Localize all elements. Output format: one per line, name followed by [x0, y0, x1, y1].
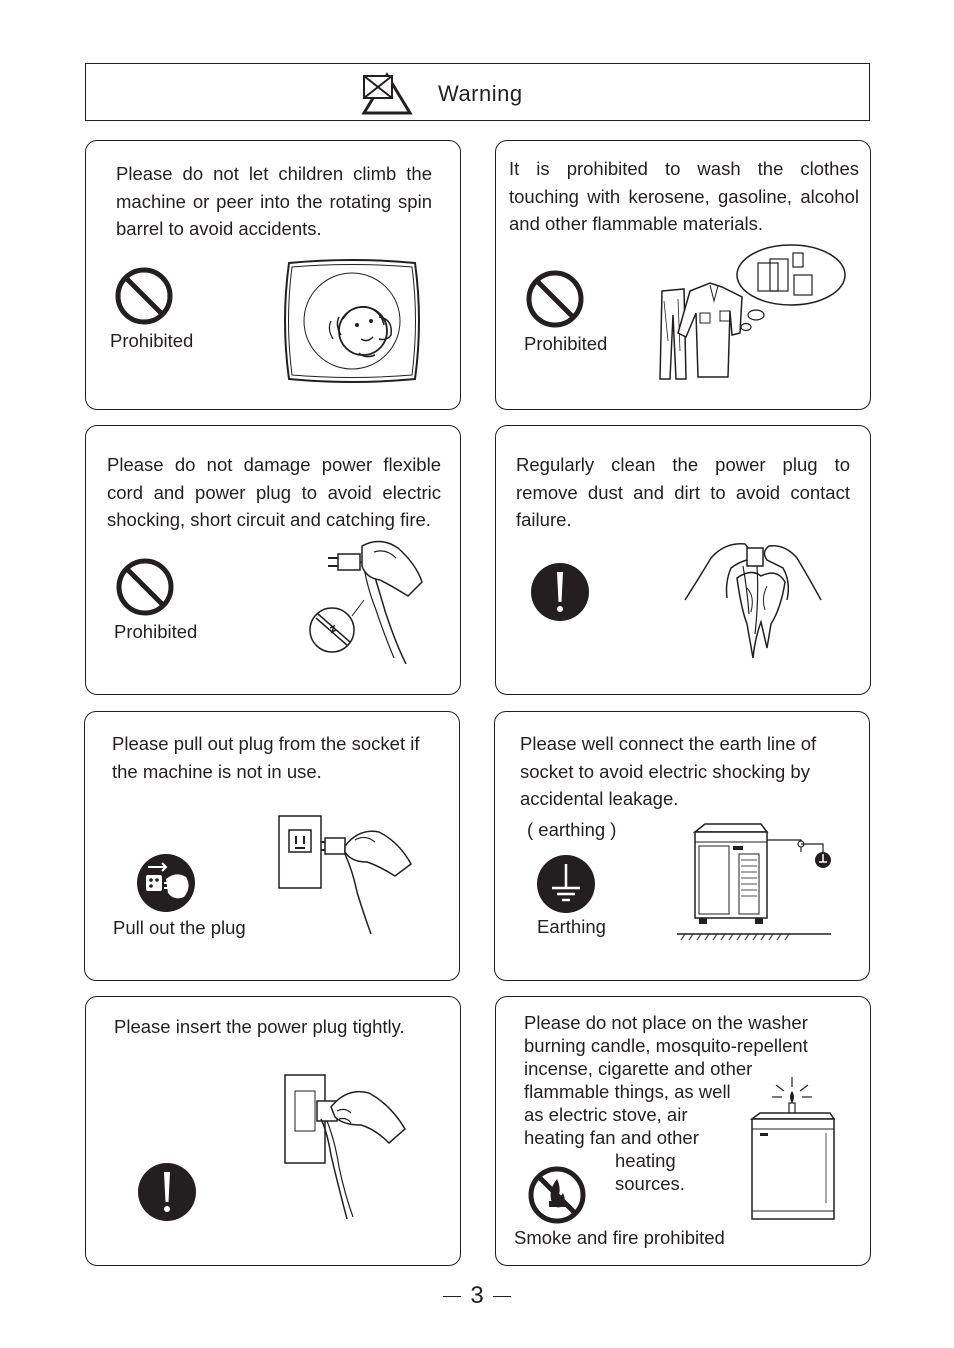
- warning-card-pull-plug: [84, 711, 460, 981]
- pull-plug-icon: [136, 853, 196, 913]
- card-text: Please well connect the earth line of socket to avoid electric shocking by accidental leakage.: [520, 733, 817, 809]
- exclamation-icon: [137, 1162, 197, 1222]
- prohibited-icon: [525, 269, 585, 329]
- washer-candle-illustration: [746, 1073, 838, 1223]
- insert-plug-illustration: [281, 1071, 411, 1221]
- card-text: Please insert the power plug tightly.: [114, 1016, 405, 1037]
- card-label: Prohibited: [114, 621, 198, 642]
- text-line: flammable things, as well: [524, 1081, 731, 1102]
- dash-left: [443, 1296, 461, 1297]
- card-label: Earthing: [537, 916, 606, 937]
- card-text: Please pull out plug from the socket if the machine is not in use.: [112, 733, 420, 782]
- earthing-icon: [536, 854, 596, 914]
- page-title: Warning: [438, 81, 523, 106]
- exclamation-icon: [530, 562, 590, 622]
- card-label: Pull out the plug: [113, 917, 246, 938]
- page-number-value: 3: [470, 1282, 484, 1309]
- washer-drum-child-illustration: [281, 259, 423, 383]
- page-number: [0, 1282, 954, 1310]
- dash-right: [493, 1296, 511, 1297]
- warning-card-earthing: [494, 711, 870, 981]
- damaged-cord-illustration: [304, 534, 434, 664]
- clothes-flammables-illustration: [656, 241, 851, 381]
- card-label: Prohibited: [110, 330, 194, 351]
- text-line: as electric stove, air: [524, 1104, 688, 1125]
- text-line: heating: [615, 1150, 676, 1171]
- cleaning-plug-illustration: [681, 538, 826, 658]
- washer-earth-line-illustration: [673, 820, 833, 945]
- text-line: heating fan and other: [524, 1127, 699, 1148]
- warning-header: [85, 63, 870, 121]
- text-line: sources.: [615, 1173, 685, 1194]
- prohibited-icon: [114, 266, 174, 326]
- warning-card-power-cord: [85, 425, 461, 695]
- plug-socket-illustration: [275, 812, 420, 937]
- warning-triangle-icon: [361, 72, 413, 116]
- text-line: incense, cigarette and other: [524, 1058, 753, 1079]
- card-text: Please do not let children climb the machine or peer into the rotating spin barrel to avoid accidents.: [116, 163, 432, 239]
- warning-card-insert-plug: [85, 996, 461, 1266]
- card-text: Regularly clean the power plug to remove dust and dirt to avoid contact failure.: [516, 454, 850, 530]
- card-label: Prohibited: [524, 333, 608, 354]
- card-text: Please do not damage power flexible cord and power plug to avoid electric shocking, short circuit and catching fire.: [107, 454, 441, 530]
- earthing-sublabel: ( earthing ): [527, 819, 617, 840]
- warning-card-no-fire: [495, 996, 871, 1266]
- card-label: Smoke and fire prohibited: [514, 1227, 725, 1248]
- text-line: burning candle, mosquito-repellent: [524, 1035, 808, 1056]
- warning-card-flammable-clothes: [495, 140, 871, 410]
- no-fire-icon: [527, 1165, 587, 1225]
- warning-card-clean-plug: [495, 425, 871, 695]
- warning-card-children: [85, 140, 461, 410]
- text-line: Please do not place on the washer: [524, 1012, 808, 1033]
- card-text: It is prohibited to wash the clothes touching with kerosene, gasoline, alcohol and other flammable materials.: [509, 158, 859, 234]
- prohibited-icon: [115, 557, 175, 617]
